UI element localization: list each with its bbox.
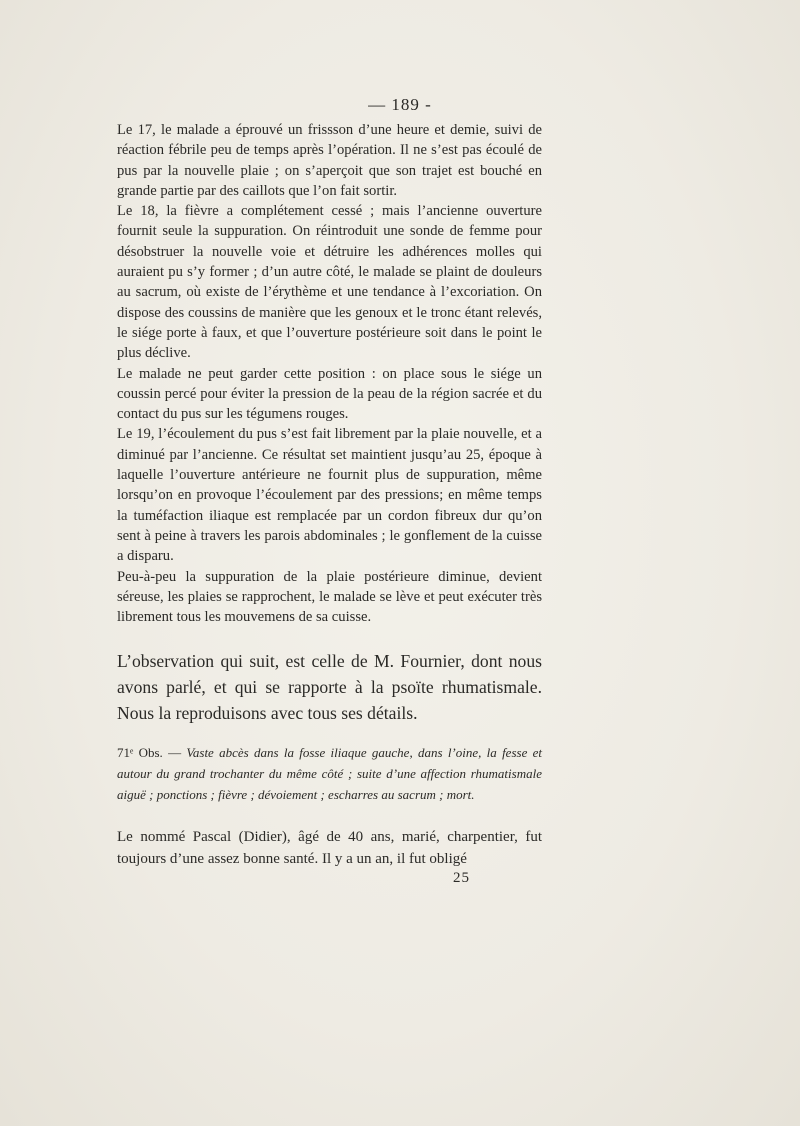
observation-number: 71ᵉ Obs. — bbox=[117, 745, 187, 760]
observation-heading bbox=[117, 742, 542, 805]
signature-mark: 25 bbox=[453, 870, 470, 886]
paragraph-5: Peu-à-peu la suppuration de la plaie postérieure diminue, devient séreuse, les plaies se rapprochent, le malade se lève et peut exécuter très librement tous les mouvemens de sa cuisse. bbox=[117, 568, 542, 626]
paragraph-3: Le malade ne peut garder cette position : on place sous le siége un coussin percé pour éviter la pression de la peau de la région sacrée et du contact du pus sur les tégumens rouges. bbox=[117, 365, 542, 423]
paragraph-2: Le 18, la fièvre a complétement cessé ; mais l’ancienne ouverture fournit seule la suppuration. On réintroduit une sonde de femme pour désobstruer la nouvelle voie et détruire les adhérences molles qui auraient pu s’y former ; d’un autre côté, le malade se plaint de douleurs au sacrum, où existe de l’érythème et une tendance à l’excoriation. On dispose des coussins de manière que les genoux et le tronc étant relevés, le siége porte à faux, et que l’ouverture postérieure soit dans le point le plus déclive. bbox=[117, 203, 542, 362]
observation-title: Vaste abcès dans la fosse iliaque gauche, dans l’oine, la fesse et autour du grand trochanter du même côté ; suite d’une affection rhumatismale aiguë ; ponctions ; fièvre ; dévoiement ; escharres au sacrum ; mort. bbox=[117, 745, 542, 802]
paragraph-4: Le 19, l’écoulement du pus s’est fait librement par la plaie nouvelle, et a diminué par l’ancienne. Ce résultat set maintient jusqu’au 25, époque à laquelle l’ouverture antérieure ne fournit plus de suppuration, même lorsqu’on en provoque l’écoulement par des pressions; en même temps la tuméfaction iliaque est remplacée par un cordon fibreux dur qu’on sent à peine à travers les parois abdominales ; le gonflement de la cuisse a disparu. bbox=[117, 426, 542, 565]
paragraph-1: Le 17, le malade a éprouvé un frissson d’une heure et demie, suivi de réaction fébrile peu de temps après l’opération. Il ne s’est pas écoulé de pus par la nouvelle plaie ; on s’aperçoit que son trajet est bouché en grande partie par des caillots que l’on fait sortir. bbox=[117, 122, 542, 199]
page-number-header: — 189 - bbox=[368, 95, 432, 114]
introductory-note: L’observation qui suit, est celle de M. Fournier, dont nous avons parlé, et qui se rapporte à la psoïte rhumatismale. Nous la reproduisons avec tous ses détails. bbox=[117, 651, 542, 723]
observation-text: Le nommé Pascal (Didier), âgé de 40 ans, marié, charpentier, fut toujours d’une assez bonne santé. Il y a un an, il fut obligé bbox=[117, 829, 542, 867]
main-text bbox=[117, 120, 542, 627]
